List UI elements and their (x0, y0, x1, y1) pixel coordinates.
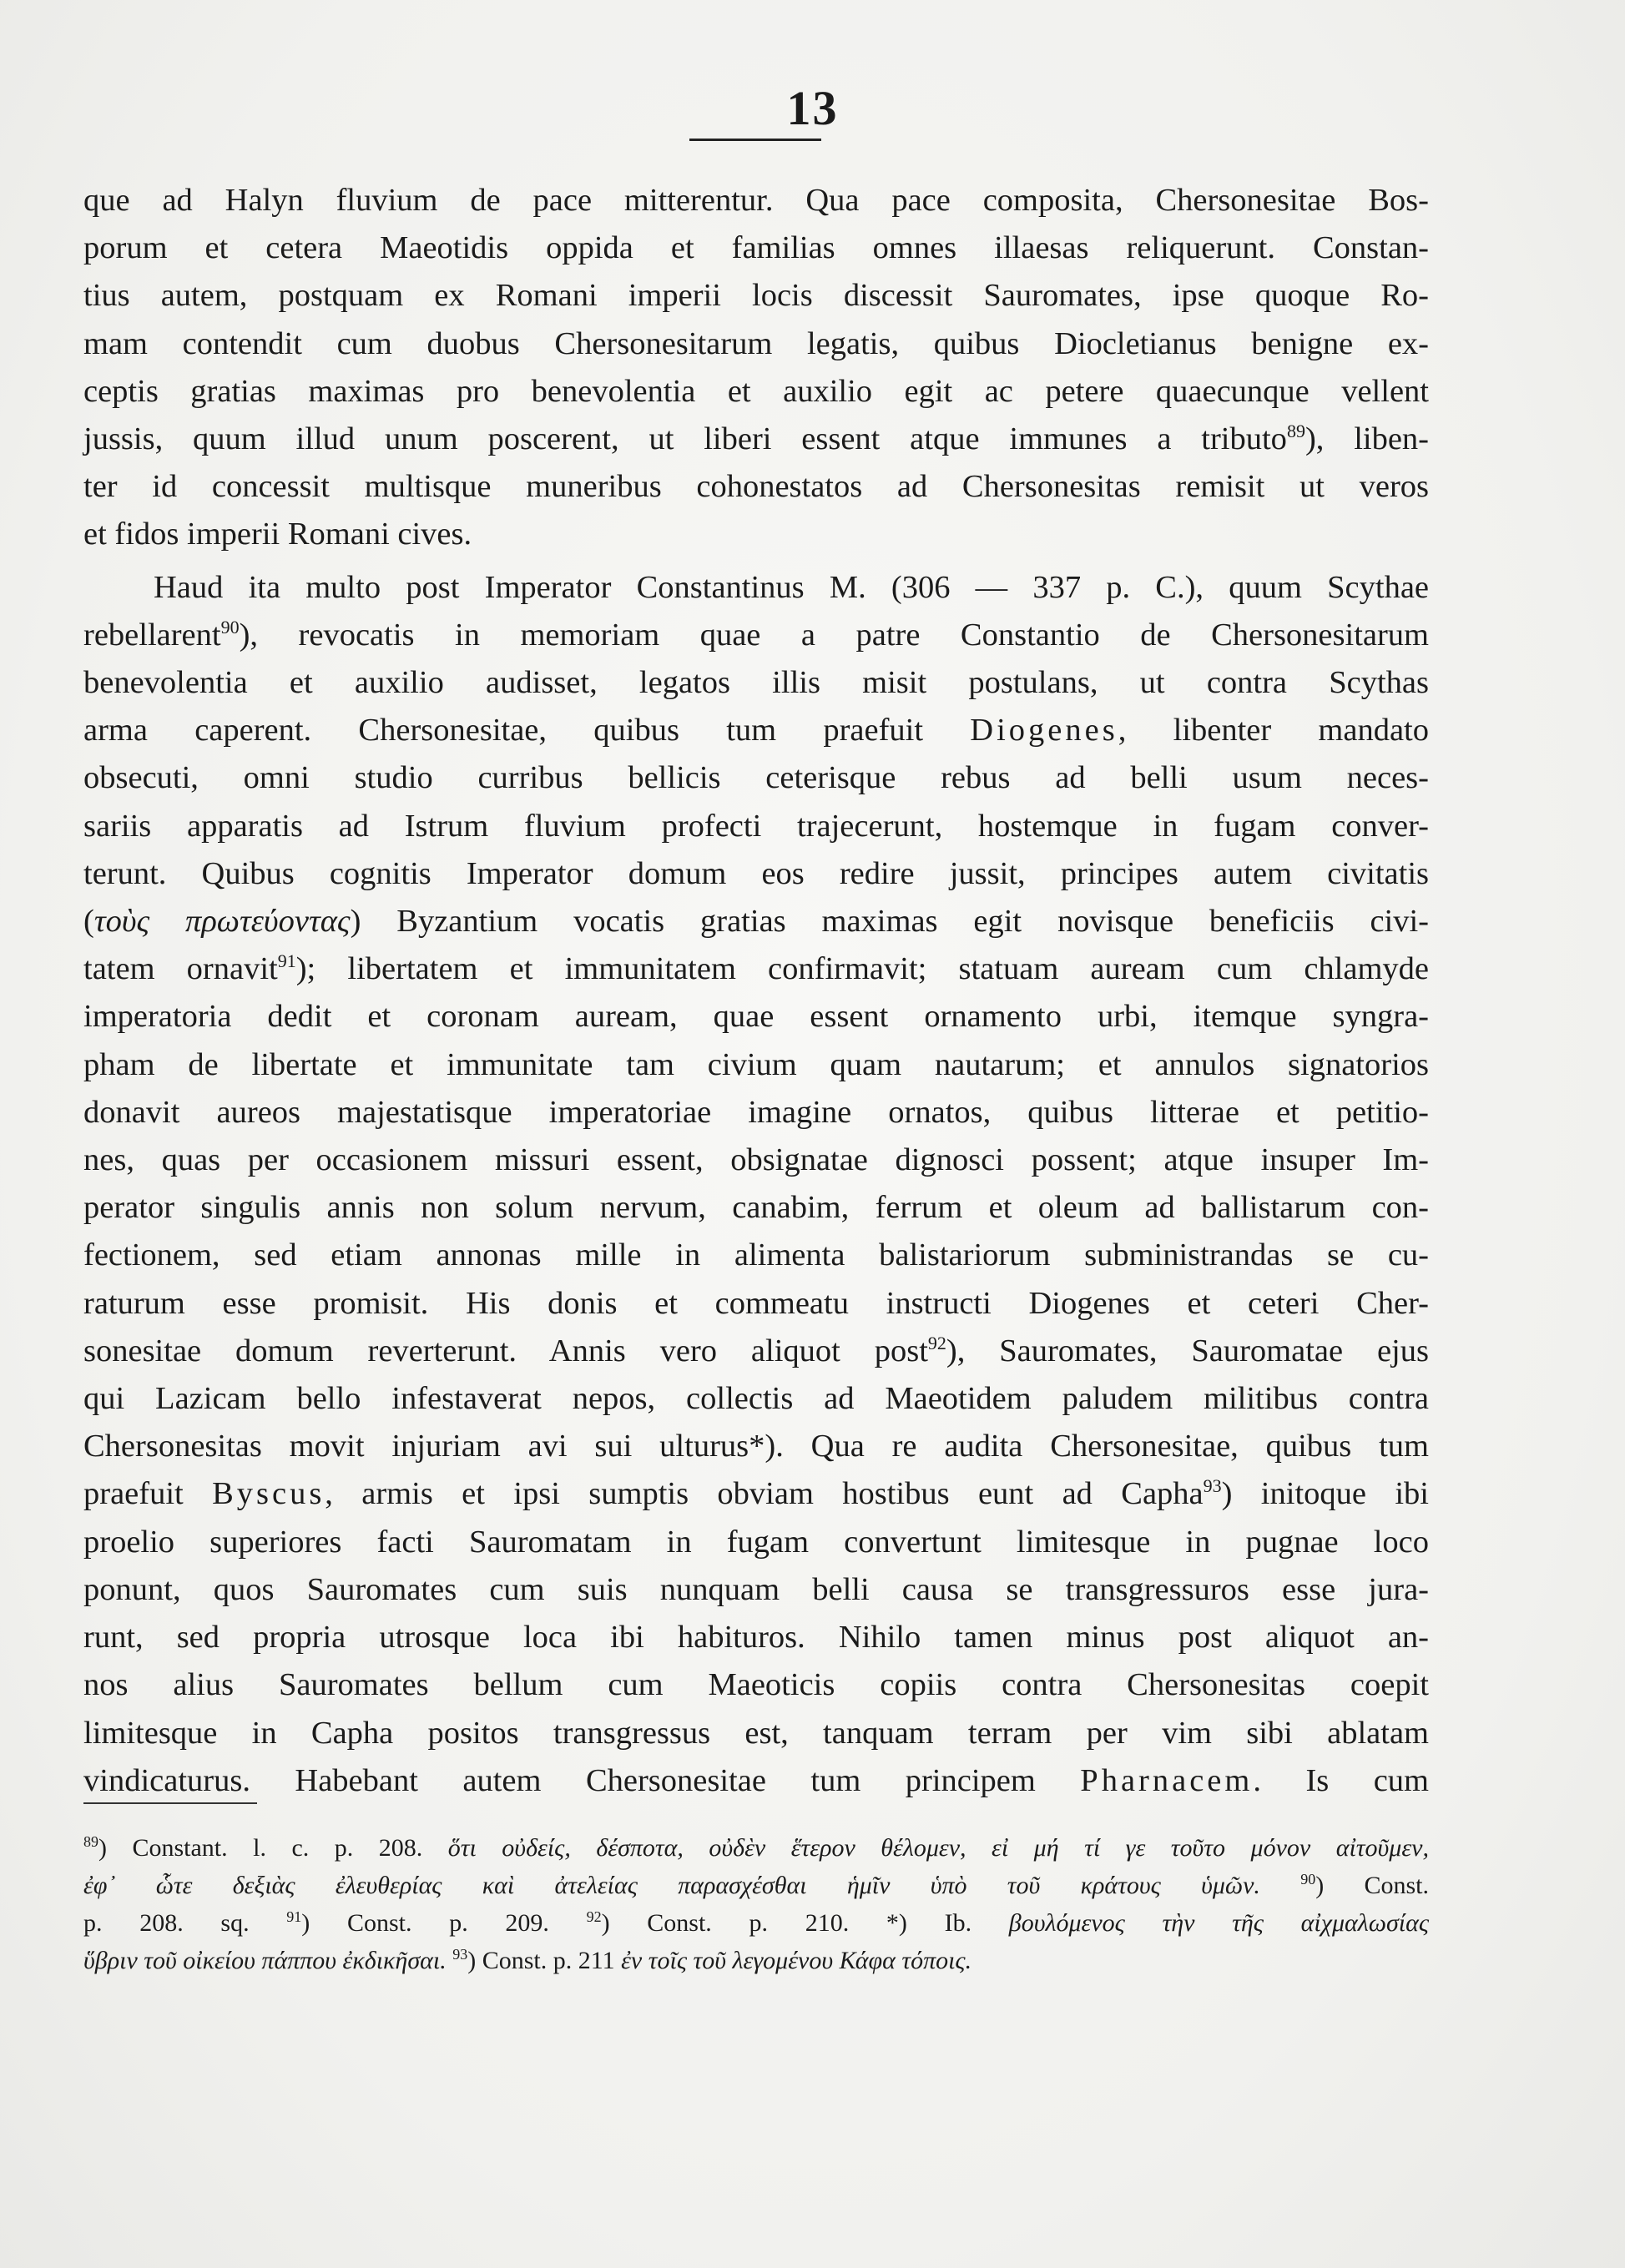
text-line (83, 612, 1429, 659)
greek-quote: ὕβριν τοῦ οἰκείου πάππου ἐκδικῆσαι. (83, 1947, 447, 1974)
text-run: ) Const. p. 211 (467, 1947, 622, 1974)
footnote-marker: 93 (452, 1946, 468, 1963)
text-line: nes, quas per occasionem missuri essent, obsignatae dignosci possent; atque insuper Im- (83, 1142, 1429, 1178)
text-run: ), revocatis in memoriam quae a patre Constantio de Chersonesitarum (239, 617, 1429, 653)
text-line (83, 1328, 1429, 1375)
text-run: ( (83, 904, 94, 940)
name-diogenes: Diogenes (970, 713, 1118, 748)
text-run: sonesitae domum reverterunt. Annis vero aliquot post (83, 1333, 928, 1368)
paragraph-2 (83, 564, 1429, 1805)
text-run: ) Const. (1315, 1872, 1430, 1899)
paragraph-1 (83, 177, 1429, 559)
text-run: ) Byzantium vocatis gratias maximas egit novisque beneficiis civi- (350, 904, 1430, 940)
text-line: qui Lazicam bello infestaverat nepos, collectis ad Maeotidem paludem militibus contra (83, 1381, 1429, 1417)
text-line: obsecuti, omni studio curribus bellicis ceterisque rebus ad belli usum neces- (83, 760, 1429, 796)
footnote-marker: 90 (1300, 1871, 1316, 1887)
footnote-marker: 92 (586, 1908, 602, 1925)
footnote-line (83, 1829, 1429, 1867)
text-line: que ad Halyn fluvium de pace mitterentur. Qua pace composita, Chersonesitae Bos- (83, 183, 1429, 218)
footnote-marker: 91 (286, 1908, 302, 1925)
greek-quote: ἐν τοῖς τοῦ λεγομένου Κάφα τόποις. (621, 1947, 972, 1974)
footnote-ref-91: 91 (277, 950, 296, 972)
greek-quote: ἐφ᾽ ὧτε δεξιὰς ἐλευθερίας καὶ ἀτελείας παρασχέσθαι ἡμῖν ὑπὸ τοῦ κράτους ὑμῶν. (83, 1872, 1260, 1899)
footnote-line (83, 1867, 1429, 1904)
footnotes (83, 1829, 1429, 1979)
text-run: ); libertatem et immunitatem confirmavit; statuam auream cum chlamyde (295, 951, 1429, 987)
text-line: ceptis gratias maximas pro benevolentia et auxilio egit ac petere quaecunque vellent (83, 373, 1429, 409)
text-run: p. 208. sq. (83, 1909, 287, 1937)
text-line: Haud ita multo post Imperator Constantinus M. (306 — 337 p. C.), quum Scythae (154, 569, 1429, 605)
text-run: ) Const. p. 209. (301, 1909, 587, 1937)
text-line: tius autem, postquam ex Romani imperii locis discessit Sauromates, ipse quoque Ro- (83, 278, 1429, 314)
text-run: . Is cum (1253, 1762, 1429, 1798)
text-line: benevolentia et auxilio audisset, legatos illis misit postulans, ut contra Scythas (83, 665, 1429, 701)
text-line (83, 1470, 1429, 1518)
text-line: mam contendit cum duobus Chersonesitarum legatis, quibus Diocletianus benigne ex- (83, 325, 1429, 361)
text-line (83, 707, 1429, 754)
text-run: praefuit (83, 1476, 213, 1512)
text-line: ter id concessit multisque muneribus cohonestatos ad Chersonesitas remisit ut veros (83, 469, 1429, 505)
text-line: fectionem, sed etiam annonas mille in alimenta balistariorum subministrandas se cu- (83, 1237, 1429, 1273)
greek-phrase: τοὺς πρωτεύοντας (93, 904, 351, 940)
text-run: vindicaturus. Habebant autem Chersonesitae tum principem (83, 1762, 1081, 1798)
text-run: ) Const. p. 210. *) Ib. (601, 1909, 1009, 1937)
footnote-ref-93: 93 (1203, 1475, 1222, 1497)
footnote-ref-89: 89 (1286, 421, 1305, 442)
text-line: terunt. Quibus cognitis Imperator domum eos redire jussit, principes autem civitatis (83, 855, 1429, 891)
text-run: arma caperent. Chersonesitae, quibus tum praefuit (83, 713, 971, 748)
page-number: 13 (786, 81, 839, 135)
text-run: ), Sauromates, Sauromatae ejus (946, 1333, 1429, 1368)
text-line: raturum esse promisit. His donis et commeatu instructi Diogenes et ceteri Cher- (83, 1285, 1429, 1321)
text-line: proelio superiores facti Sauromatam in fugam convertunt limitesque in pugnae loco (83, 1524, 1429, 1560)
text-line (83, 1757, 1429, 1805)
text-line: limitesque in Capha positos transgressus est, tanquam terram per vim sibi ablatam (83, 1715, 1429, 1751)
text-run: tatem ornavit (83, 951, 278, 987)
text-line: imperatoria dedit et coronam auream, quae essent ornamento urbi, itemque syngra- (83, 999, 1429, 1035)
text-run: , armis et ipsi sumptis obviam hostibus eunt ad Capha (325, 1476, 1204, 1512)
text-run: ) initoque ibi (1221, 1476, 1429, 1512)
text-run: rebellarent (83, 617, 221, 653)
footnote-ref-90: 90 (220, 617, 240, 638)
name-byscus: Byscus (212, 1476, 326, 1512)
text-run: ) Constant. l. c. p. 208. (98, 1834, 448, 1862)
name-pharnacem: Pharnacem (1080, 1762, 1254, 1798)
text-line: runt, sed propria utrosque loca ibi habituros. Nihilo tamen minus post aliquot an- (83, 1620, 1429, 1656)
text-line: nos alius Sauromates bellum cum Maeoticis copiis contra Chersonesitas coepit (83, 1667, 1429, 1703)
text-line: pham de libertate et immunitate tam civium quam nautarum; et annulos signatorios (83, 1046, 1429, 1082)
text-line (83, 898, 1429, 945)
footnote-rule (83, 1802, 257, 1804)
footnote-line (83, 1942, 1429, 1979)
text-line (83, 945, 1429, 993)
text-line: ponunt, quos Sauromates cum suis nunquam belli causa se transgressuros esse jura- (83, 1571, 1429, 1607)
text-line: sariis apparatis ad Istrum fluvium profecti trajecerunt, hostemque in fugam conver- (83, 808, 1429, 844)
text-run: , libenter mandato (1118, 713, 1429, 748)
greek-quote: βουλόμενος τὴν τῆς αἰχμαλωσίας (1008, 1909, 1429, 1937)
text-line: perator singulis annis non solum nervum, canabim, ferrum et oleum ad ballistarum con- (83, 1190, 1429, 1226)
text-run: ), liben- (1305, 421, 1430, 457)
text-line: donavit aureos majestatisque imperatoriae imagine ornatos, quibus litterae et petitio- (83, 1094, 1429, 1130)
text-line: et fidos imperii Romani cives. (83, 517, 472, 552)
body-text (83, 177, 1429, 1810)
text-run: jussis, quum illud unum poscerent, ut liberi essent atque immunes a tributo (83, 421, 1287, 457)
text-line: porum et cetera Maeotidis oppida et familias omnes illaesas reliquerunt. Constan- (83, 230, 1429, 266)
footnote-line (83, 1904, 1429, 1942)
footnote-marker: 89 (83, 1833, 98, 1850)
footnote-ref-92: 92 (927, 1333, 946, 1354)
text-line (83, 416, 1429, 463)
text-line: Chersonesitas movit injuriam avi sui ulturus*). Qua re audita Chersonesitae, quibus tum (83, 1429, 1429, 1464)
page-number-rule (689, 139, 821, 141)
greek-quote: ὅτι οὐδείς, δέσποτα, οὐδὲν ἕτερον θέλομεν, εἰ μή τί γε τοῦτο μόνον αἰτοῦμεν, (447, 1834, 1429, 1862)
